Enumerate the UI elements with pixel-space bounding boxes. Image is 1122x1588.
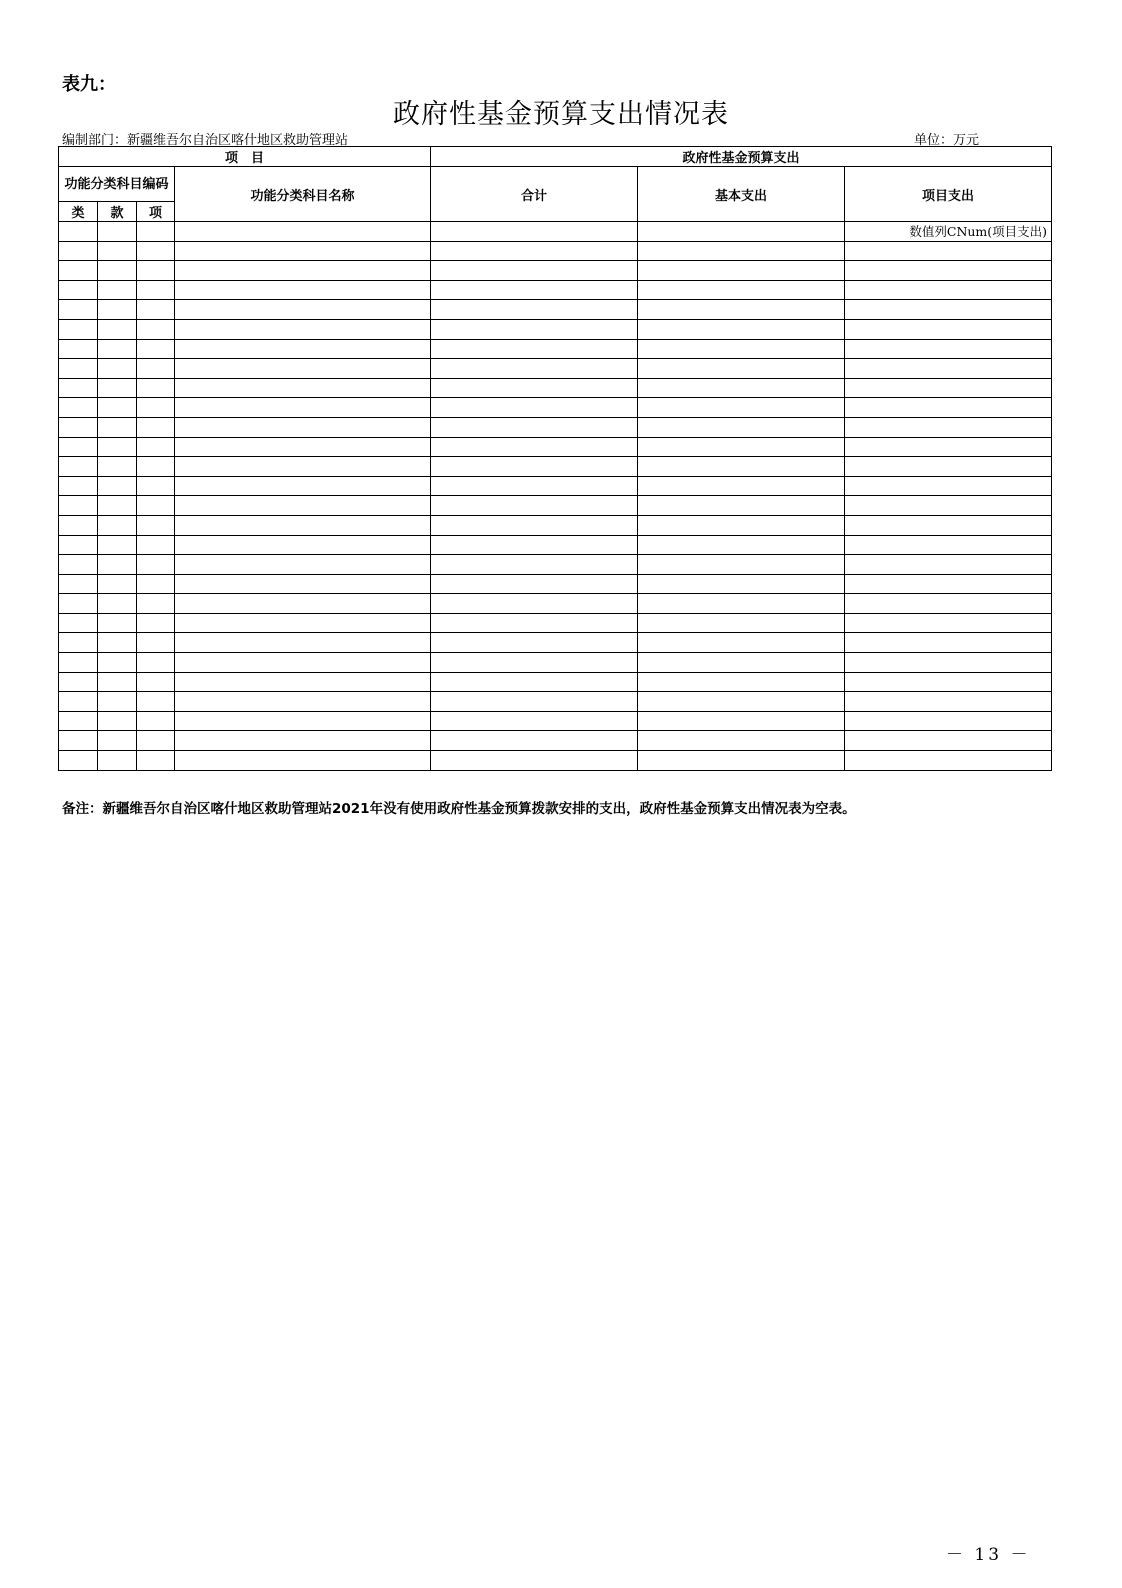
table-cell [98, 692, 137, 712]
table-cell [98, 751, 137, 771]
fund-expenditure-table [58, 146, 1052, 771]
table-cell [98, 633, 137, 653]
table-cell [638, 476, 845, 496]
table-cell [845, 398, 1052, 418]
table-cell [175, 731, 431, 751]
table-cell [845, 457, 1052, 477]
table-cell [845, 555, 1052, 575]
table-cell [59, 672, 98, 692]
table-cell [59, 300, 98, 320]
table-cell [98, 222, 137, 242]
table-cell [845, 711, 1052, 731]
table-cell [175, 437, 431, 457]
header-category: 类 [59, 202, 98, 222]
table-cell [175, 261, 431, 281]
table-cell [175, 300, 431, 320]
header-function-code: 功能分类科目编码 [59, 167, 175, 202]
table-cell [175, 417, 431, 437]
table-row [59, 594, 1052, 614]
table-cell [175, 319, 431, 339]
table-cell [845, 319, 1052, 339]
table-cell [175, 711, 431, 731]
header-section: 款 [98, 202, 137, 222]
table-cell [845, 476, 1052, 496]
table-cell [59, 555, 98, 575]
table-cell [98, 535, 137, 555]
table-cell [431, 222, 638, 242]
table-cell [59, 633, 98, 653]
table-cell [137, 555, 175, 575]
project-expenditure-placeholder: 数值列CNum(项目支出) [845, 222, 1052, 242]
table-number-label: 表九： [62, 74, 116, 95]
table-cell [137, 653, 175, 673]
table-cell [137, 613, 175, 633]
table-cell [845, 574, 1052, 594]
header-total: 合计 [431, 167, 638, 222]
table-cell [175, 378, 431, 398]
table-cell [431, 378, 638, 398]
table-cell [845, 496, 1052, 516]
page-number: － 13 － [946, 1545, 1031, 1565]
table-row [59, 280, 1052, 300]
table-row [59, 496, 1052, 516]
unit-label: 单位：万元 [914, 133, 980, 148]
table-cell [59, 359, 98, 379]
table-cell [98, 378, 137, 398]
table-cell [59, 476, 98, 496]
table-cell [98, 417, 137, 437]
table-cell [137, 280, 175, 300]
table-cell [431, 555, 638, 575]
table-cell [175, 594, 431, 614]
table-cell [845, 417, 1052, 437]
table-cell [59, 339, 98, 359]
table-cell [59, 319, 98, 339]
table-cell [175, 555, 431, 575]
table-cell [638, 535, 845, 555]
table-cell [59, 711, 98, 731]
header-fund-expenditure: 政府性基金预算支出 [431, 147, 1052, 167]
table-cell [431, 535, 638, 555]
table-cell [137, 751, 175, 771]
table-cell [59, 398, 98, 418]
table-cell [175, 515, 431, 535]
table-cell [137, 339, 175, 359]
table-cell [431, 261, 638, 281]
table-cell [98, 319, 137, 339]
table-cell [845, 672, 1052, 692]
table-cell [431, 417, 638, 437]
table-row [59, 417, 1052, 437]
table-cell [175, 457, 431, 477]
table-cell [98, 261, 137, 281]
table-cell [431, 613, 638, 633]
table-cell [175, 339, 431, 359]
table-cell [431, 594, 638, 614]
table-cell [638, 261, 845, 281]
table-cell [845, 339, 1052, 359]
table-cell [59, 751, 98, 771]
table-cell [59, 731, 98, 751]
table-cell [175, 398, 431, 418]
table-row [59, 515, 1052, 535]
table-cell [638, 515, 845, 535]
table-cell [98, 672, 137, 692]
table-cell [845, 261, 1052, 281]
table-row [59, 653, 1052, 673]
table-cell [638, 457, 845, 477]
table-cell [638, 222, 845, 242]
table-cell [137, 692, 175, 712]
table-cell [59, 574, 98, 594]
table-cell [137, 535, 175, 555]
table-cell [638, 653, 845, 673]
table-cell [638, 437, 845, 457]
header-item: 项 目 [59, 147, 431, 167]
table-cell [431, 692, 638, 712]
table-cell [638, 300, 845, 320]
table-cell [638, 555, 845, 575]
table-cell [59, 594, 98, 614]
table-cell [175, 751, 431, 771]
table-cell [98, 457, 137, 477]
table-cell [98, 241, 137, 261]
table-cell [175, 574, 431, 594]
table-cell [137, 476, 175, 496]
table-row [59, 613, 1052, 633]
table-cell [137, 417, 175, 437]
table-cell [638, 339, 845, 359]
table-cell [431, 653, 638, 673]
table-row [59, 319, 1052, 339]
table-cell [845, 633, 1052, 653]
table-row [59, 437, 1052, 457]
table-cell [59, 417, 98, 437]
table-cell [638, 672, 845, 692]
table-cell [431, 241, 638, 261]
table-cell [431, 515, 638, 535]
table-cell [59, 692, 98, 712]
table-cell [431, 437, 638, 457]
table-cell [137, 711, 175, 731]
table-cell [845, 280, 1052, 300]
table-cell [845, 692, 1052, 712]
table-cell [137, 241, 175, 261]
table-cell [137, 261, 175, 281]
table-cell [175, 613, 431, 633]
table-cell [59, 437, 98, 457]
table-cell [638, 241, 845, 261]
table-cell [638, 731, 845, 751]
table-row [59, 300, 1052, 320]
table-row [59, 378, 1052, 398]
table-row [59, 672, 1052, 692]
table-cell [431, 280, 638, 300]
table-cell [845, 515, 1052, 535]
table-cell [175, 222, 431, 242]
table-cell [431, 672, 638, 692]
table-cell [137, 359, 175, 379]
table-cell [845, 535, 1052, 555]
table-cell [175, 280, 431, 300]
table-cell [431, 751, 638, 771]
table-cell [175, 535, 431, 555]
table-row [59, 555, 1052, 575]
table-cell [431, 359, 638, 379]
table-cell [137, 574, 175, 594]
header-function-name: 功能分类科目名称 [175, 167, 431, 222]
table-cell [638, 613, 845, 633]
table-cell [431, 574, 638, 594]
table-row [59, 692, 1052, 712]
table-cell [98, 339, 137, 359]
header-basic-expenditure: 基本支出 [638, 167, 845, 222]
table-cell [98, 515, 137, 535]
table-cell [98, 574, 137, 594]
table-row [59, 476, 1052, 496]
table-cell [638, 692, 845, 712]
table-cell [59, 535, 98, 555]
table-cell [431, 731, 638, 751]
table-row [59, 574, 1052, 594]
table-cell [59, 280, 98, 300]
table-cell [98, 555, 137, 575]
table-cell [98, 280, 137, 300]
table-cell [845, 378, 1052, 398]
table-cell [59, 457, 98, 477]
table-cell [175, 692, 431, 712]
table-cell [137, 672, 175, 692]
table-cell [137, 515, 175, 535]
table-cell [175, 359, 431, 379]
table-cell [137, 319, 175, 339]
table-cell [59, 222, 98, 242]
table-cell [638, 359, 845, 379]
table-cell [845, 594, 1052, 614]
table-cell [175, 633, 431, 653]
table-cell [845, 613, 1052, 633]
table-cell [98, 731, 137, 751]
table-row [59, 339, 1052, 359]
table-cell [175, 476, 431, 496]
table-cell [59, 515, 98, 535]
table-cell [175, 496, 431, 516]
table-cell [845, 300, 1052, 320]
table-cell [638, 378, 845, 398]
table-body [59, 222, 1052, 771]
header-project-expenditure: 项目支出 [845, 167, 1052, 222]
table-cell [137, 594, 175, 614]
table-cell [638, 751, 845, 771]
table-cell [431, 457, 638, 477]
table-cell [845, 751, 1052, 771]
table-row [59, 241, 1052, 261]
table-cell [137, 633, 175, 653]
table-cell [638, 280, 845, 300]
table-cell [845, 653, 1052, 673]
table-row [59, 398, 1052, 418]
table-cell [638, 496, 845, 516]
table-cell [137, 731, 175, 751]
table-cell [98, 437, 137, 457]
table-cell [175, 653, 431, 673]
table-cell [638, 711, 845, 731]
table-cell [137, 496, 175, 516]
table-cell [845, 359, 1052, 379]
table-cell [431, 319, 638, 339]
table-row [59, 535, 1052, 555]
table-cell [431, 711, 638, 731]
table-cell [638, 633, 845, 653]
table-row [59, 633, 1052, 653]
table-cell [59, 241, 98, 261]
table-cell [59, 378, 98, 398]
table-row [59, 457, 1052, 477]
table-cell [431, 300, 638, 320]
table-cell [431, 496, 638, 516]
table-cell [59, 261, 98, 281]
table-cell [98, 653, 137, 673]
table-cell [638, 319, 845, 339]
table-cell [175, 241, 431, 261]
table-cell [98, 300, 137, 320]
table-cell [137, 300, 175, 320]
table-cell [431, 398, 638, 418]
table-cell [98, 359, 137, 379]
table-cell [59, 653, 98, 673]
footnote: 备注：新疆维吾尔自治区喀什地区救助管理站2021年没有使用政府性基金预算拨款安排的支出，政府性基金预算支出情况表为空表。 [62, 801, 856, 817]
table-row [59, 222, 1052, 242]
table-cell [98, 613, 137, 633]
table-cell [638, 417, 845, 437]
table-cell [59, 613, 98, 633]
header-subitem: 项 [137, 202, 175, 222]
table-cell [98, 398, 137, 418]
table-cell [59, 496, 98, 516]
table-cell [98, 476, 137, 496]
table-cell [98, 594, 137, 614]
table-cell [845, 437, 1052, 457]
table-cell [137, 222, 175, 242]
table-cell [845, 731, 1052, 751]
table-cell [431, 633, 638, 653]
table-cell [638, 398, 845, 418]
table-cell [638, 574, 845, 594]
table-cell [845, 241, 1052, 261]
table-row [59, 731, 1052, 751]
table-cell [137, 457, 175, 477]
table-cell [98, 711, 137, 731]
document-title: 政府性基金预算支出情况表 [393, 99, 729, 130]
table-row [59, 261, 1052, 281]
table-cell [137, 378, 175, 398]
table-cell [431, 476, 638, 496]
table-cell [137, 437, 175, 457]
table-cell [98, 496, 137, 516]
table-row [59, 751, 1052, 771]
table-cell [137, 398, 175, 418]
department-label: 编制部门：新疆维吾尔自治区喀什地区救助管理站 [62, 133, 349, 148]
table-cell [431, 339, 638, 359]
table-row [59, 359, 1052, 379]
table-row [59, 711, 1052, 731]
table-cell [638, 594, 845, 614]
table-cell [175, 672, 431, 692]
